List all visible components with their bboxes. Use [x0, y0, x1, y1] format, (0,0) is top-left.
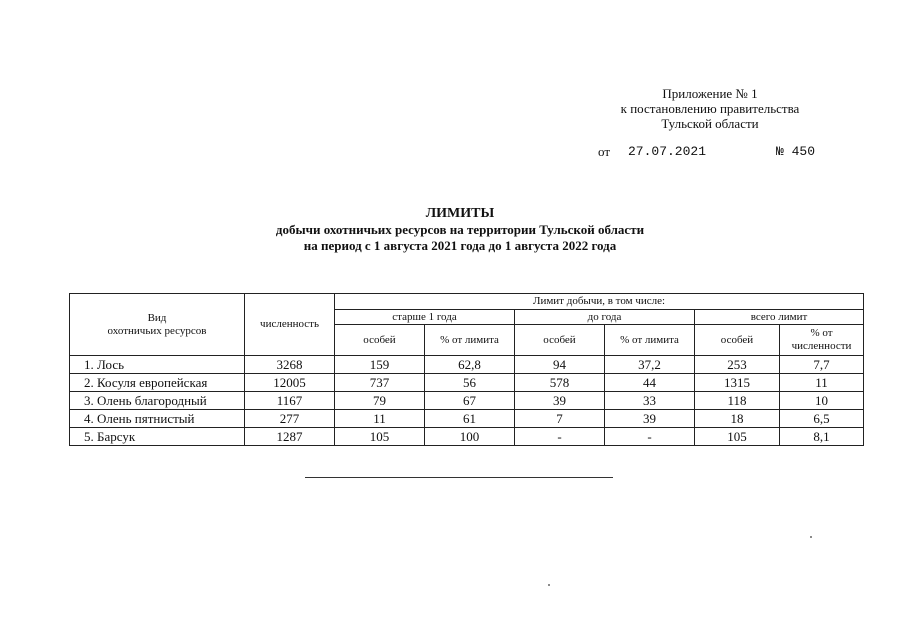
species-name: 3. Олень благородный [70, 392, 245, 410]
table-row [70, 374, 864, 392]
older-pct: 62,8 [425, 356, 515, 374]
header-total-pct-line-2: численности [791, 340, 852, 352]
title-main: ЛИМИТЫ [425, 206, 495, 221]
species-name: 4. Олень пятнистый [70, 410, 245, 428]
under-pct: 37,2 [605, 356, 695, 374]
header-count: численность [245, 294, 335, 356]
appendix-line-2: к постановлению правительства [620, 101, 800, 116]
under-animals: 39 [515, 392, 605, 410]
species-name: 5. Барсук [70, 428, 245, 446]
total-pct: 11 [780, 374, 864, 392]
under-pct: 44 [605, 374, 695, 392]
older-animals: 105 [335, 428, 425, 446]
header-total-animals: особей [695, 325, 780, 356]
scan-speck [810, 536, 812, 538]
older-pct: 61 [425, 410, 515, 428]
header-older-animals: особей [335, 325, 425, 356]
population-count: 3268 [245, 356, 335, 374]
older-pct: 67 [425, 392, 515, 410]
total-pct: 10 [780, 392, 864, 410]
title-line-3: на период с 1 августа 2021 года до 1 августа 2022 года [303, 238, 617, 253]
older-animals: 159 [335, 356, 425, 374]
decree-number: № 450 [776, 144, 816, 159]
header-total-group: всего лимит [695, 310, 864, 325]
header-species [70, 294, 245, 356]
under-animals: 94 [515, 356, 605, 374]
decree-date: 27.07.2021 [628, 144, 707, 159]
table-row [70, 392, 864, 410]
total-pct: 8,1 [780, 428, 864, 446]
header-under-pct: % от лимита [605, 325, 695, 356]
header-older-pct: % от лимита [425, 325, 515, 356]
older-animals: 79 [335, 392, 425, 410]
total-animals: 18 [695, 410, 780, 428]
header-older-group: старше 1 года [335, 310, 515, 325]
population-count: 12005 [245, 374, 335, 392]
header-under-group: до года [515, 310, 695, 325]
species-name: 2. Косуля европейская [70, 374, 245, 392]
header-total-pct [780, 325, 864, 356]
total-animals: 1315 [695, 374, 780, 392]
table-row [70, 410, 864, 428]
table-row [70, 428, 864, 446]
under-animals: 7 [515, 410, 605, 428]
header-species-line-2: охотничьих ресурсов [107, 324, 207, 337]
older-pct: 100 [425, 428, 515, 446]
header-species-line-1: Вид [147, 311, 167, 324]
document-title [160, 206, 760, 254]
total-animals: 118 [695, 392, 780, 410]
under-animals: 578 [515, 374, 605, 392]
header-total-pct-line-1: % от [810, 327, 833, 339]
table-row [70, 356, 864, 374]
from-label: от [598, 144, 611, 159]
under-pct: - [605, 428, 695, 446]
header-limit-group: Лимит добычи, в том числе: [335, 294, 864, 310]
total-pct: 7,7 [780, 356, 864, 374]
appendix-line-1: Приложение № 1 [662, 86, 758, 101]
under-animals: - [515, 428, 605, 446]
limits-table [69, 293, 864, 446]
older-pct: 56 [425, 374, 515, 392]
total-animals: 253 [695, 356, 780, 374]
scan-speck [548, 584, 550, 586]
title-line-2: добычи охотничьих ресурсов на территории Тульской области [275, 222, 645, 237]
older-animals: 737 [335, 374, 425, 392]
appendix-block [560, 86, 860, 131]
species-name: 1. Лось [70, 356, 245, 374]
older-animals: 11 [335, 410, 425, 428]
under-pct: 33 [605, 392, 695, 410]
signature-divider [305, 477, 613, 478]
total-animals: 105 [695, 428, 780, 446]
population-count: 277 [245, 410, 335, 428]
population-count: 1167 [245, 392, 335, 410]
under-pct: 39 [605, 410, 695, 428]
appendix-line-3: Тульской области [661, 116, 759, 131]
header-under-animals: особей [515, 325, 605, 356]
total-pct: 6,5 [780, 410, 864, 428]
population-count: 1287 [245, 428, 335, 446]
